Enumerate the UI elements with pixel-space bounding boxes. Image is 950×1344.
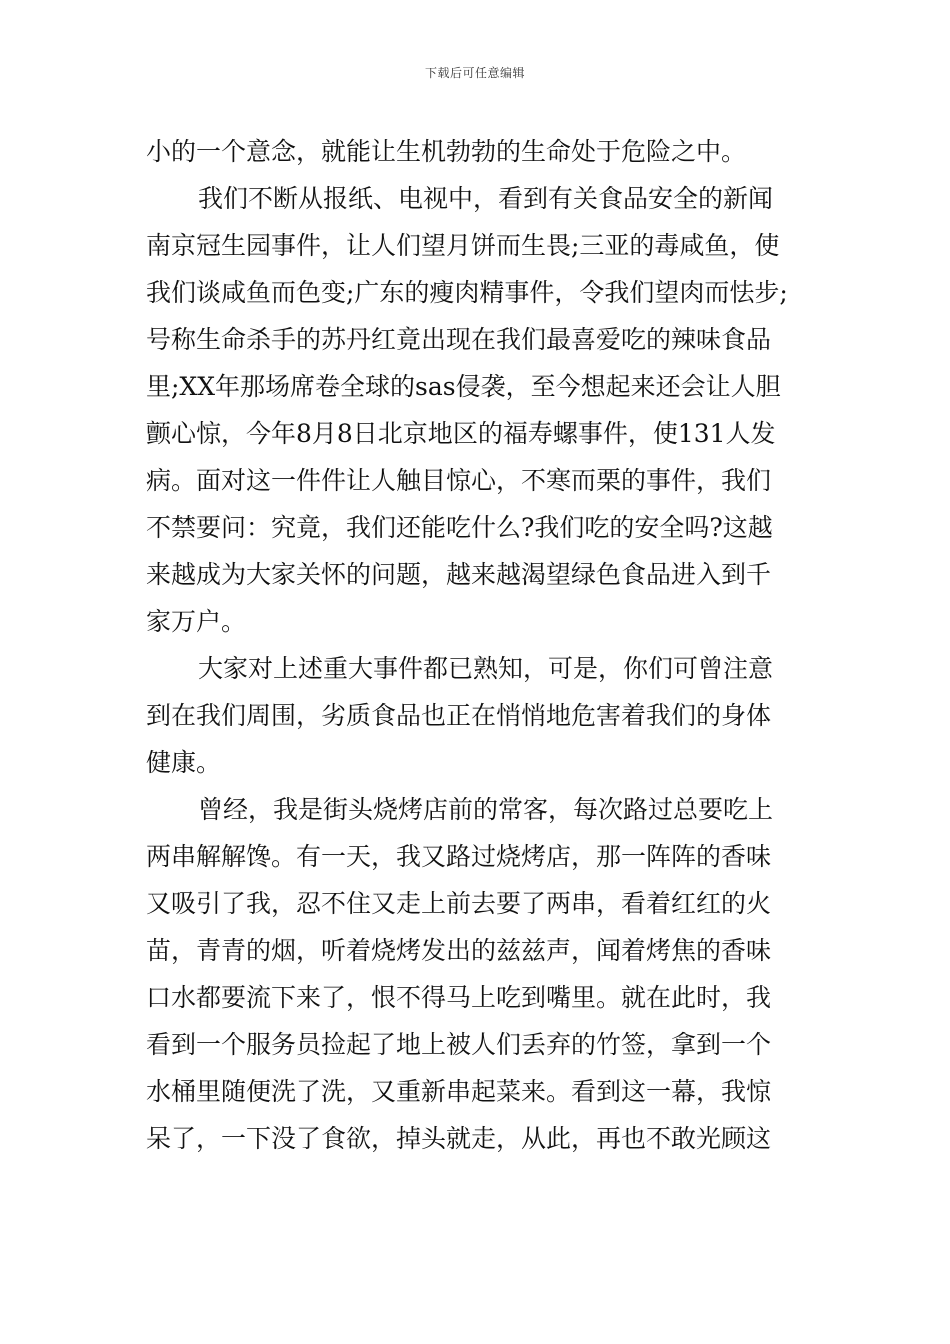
text-line: 又吸引了我，忍不住又走上前去要了两串，看着红红的火	[146, 889, 772, 918]
text-line: 家万户。	[146, 607, 247, 636]
text-line: 不禁要问：究竟，我们还能吃什么?我们吃的安全吗?这越	[146, 513, 773, 542]
paragraph	[146, 175, 816, 645]
text-line: 水桶里随便洗了洗，又重新串起菜来。看到这一幕，我惊	[146, 1077, 772, 1106]
text-line: 号称生命杀手的苏丹红竟出现在我们最喜爱吃的辣味食品	[146, 325, 772, 354]
text-line: 苗，青青的烟，听着烧烤发出的兹兹声，闻着烤焦的香味	[146, 936, 772, 965]
text-line: 颤心惊，今年8月8日北京地区的福寿螺事件，使131人发	[146, 419, 776, 448]
page-header: 下载后可任意编辑	[424, 66, 525, 80]
paragraph	[146, 128, 816, 175]
paragraph	[146, 645, 816, 786]
text-line: 口水都要流下来了，恨不得马上吃到嘴里。就在此时，我	[146, 983, 772, 1012]
text-line: 健康。	[146, 748, 222, 777]
text-line: 曾经，我是街头烧烤店前的常客，每次路过总要吃上	[198, 795, 774, 824]
text-line: 我们谈咸鱼而色变;广东的瘦肉精事件，令我们望肉而怯步;	[146, 278, 788, 307]
text-line: 病。面对这一件件让人触目惊心，不寒而栗的事件，我们	[146, 466, 772, 495]
text-line: 南京冠生园事件，让人们望月饼而生畏;三亚的毒咸鱼，使	[146, 231, 780, 260]
document-body	[146, 128, 816, 1162]
text-line: 呆了，一下没了食欲，掉头就走，从此，再也不敢光顾这	[146, 1124, 772, 1153]
text-line: 我们不断从报纸、电视中，看到有关食品安全的新闻	[198, 184, 774, 213]
text-line: 两串解解馋。有一天，我又路过烧烤店，那一阵阵的香味	[146, 842, 772, 871]
text-line: 里;XX年那场席卷全球的sas侵袭，至今想起来还会让人胆	[146, 372, 781, 401]
text-line: 大家对上述重大事件都已熟知，可是，你们可曾注意	[198, 654, 774, 683]
text-line: 到在我们周围，劣质食品也正在悄悄地危害着我们的身体	[146, 701, 772, 730]
text-line: 小的一个意念，就能让生机勃勃的生命处于危险之中。	[146, 137, 747, 166]
text-line: 来越成为大家关怀的问题，越来越渴望绿色食品进入到千	[146, 560, 772, 589]
paragraph	[146, 786, 816, 1162]
text-line: 看到一个服务员捡起了地上被人们丢弃的竹签，拿到一个	[146, 1030, 772, 1059]
